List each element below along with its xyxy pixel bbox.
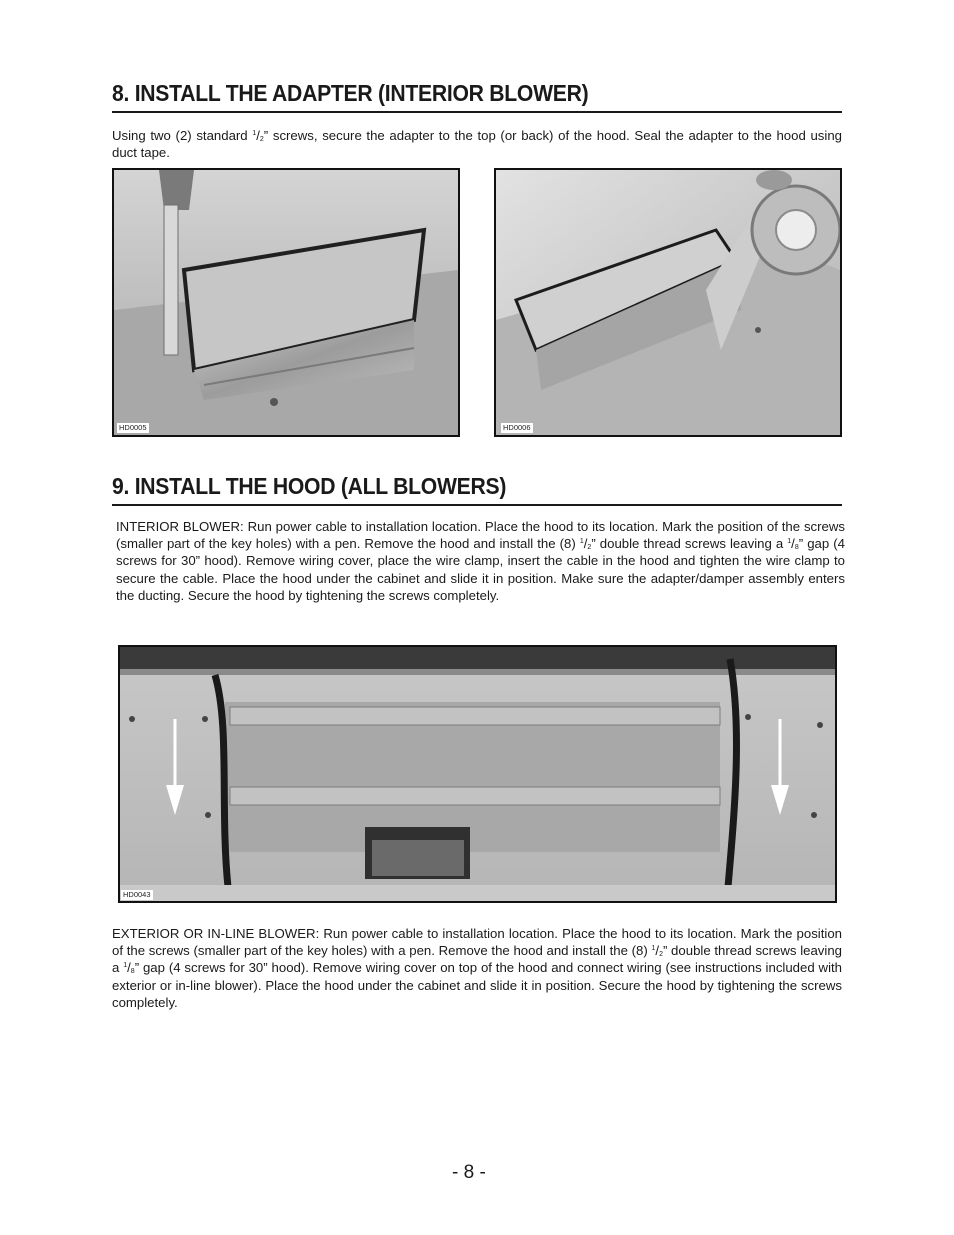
photo-right-caption: HD0006 [503,423,531,432]
exterior-blower-paragraph: EXTERIOR OR IN-LINE BLOWER: Run power cable to installation location. Place the hood to its location. Mark the position of the screws (smaller part of the key holes) with a pen. Remove the hood and install the (8) $^1/_2$” double thread screws leaving a $^1/_8$” gap (4 screws for 30” hood). Remove wiring cover on top of the hood and connect wiring (see instructions included with exterior or in-line blower). Place the hood under the cabinet and slide it in position. Secure the hood by tightening the screws completely. [112,926,843,1010]
interior-blower-paragraph: INTERIOR BLOWER: Run power cable to installation location. Place the hood to its location. Mark the position of the screws (smaller part of the key holes) with a pen. Remove the hood and install the (8) $^1/_2$” double thread screws leaving a $^1/_8$” gap (4 screws for 30” hood). Remove wiring cover, place the wire clamp, insert the cable in the hood and tighten the wire clamp to secure the cable. Place the hood under the cabinet and slide it in position. Make sure the adapter/damper assembly enters the ducting. Secure the hood by tightening the screws completely. [116,519,846,603]
photo-hood-installation [118,645,837,903]
page-number: - 8 - [452,1162,486,1183]
section-8-title: 8. INSTALL THE ADAPTER (INTERIOR BLOWER) [112,80,589,106]
photo-left-caption: HD0005 [119,423,147,432]
section-9-rule [112,504,842,506]
photo-duct-tape-adapter [494,168,842,437]
photo-hood-caption: HD0043 [123,890,151,899]
section-9-title: 9. INSTALL THE HOOD (ALL BLOWERS) [112,473,507,499]
section-8-rule [112,111,842,113]
section-8-paragraph: Using two (2) standard $^1/_2$” screws, secure the adapter to the top (or back) of the hood. Seal the adapter to the hood using duct tape. [112,128,842,161]
photo-screwdriver-adapter [112,168,460,437]
